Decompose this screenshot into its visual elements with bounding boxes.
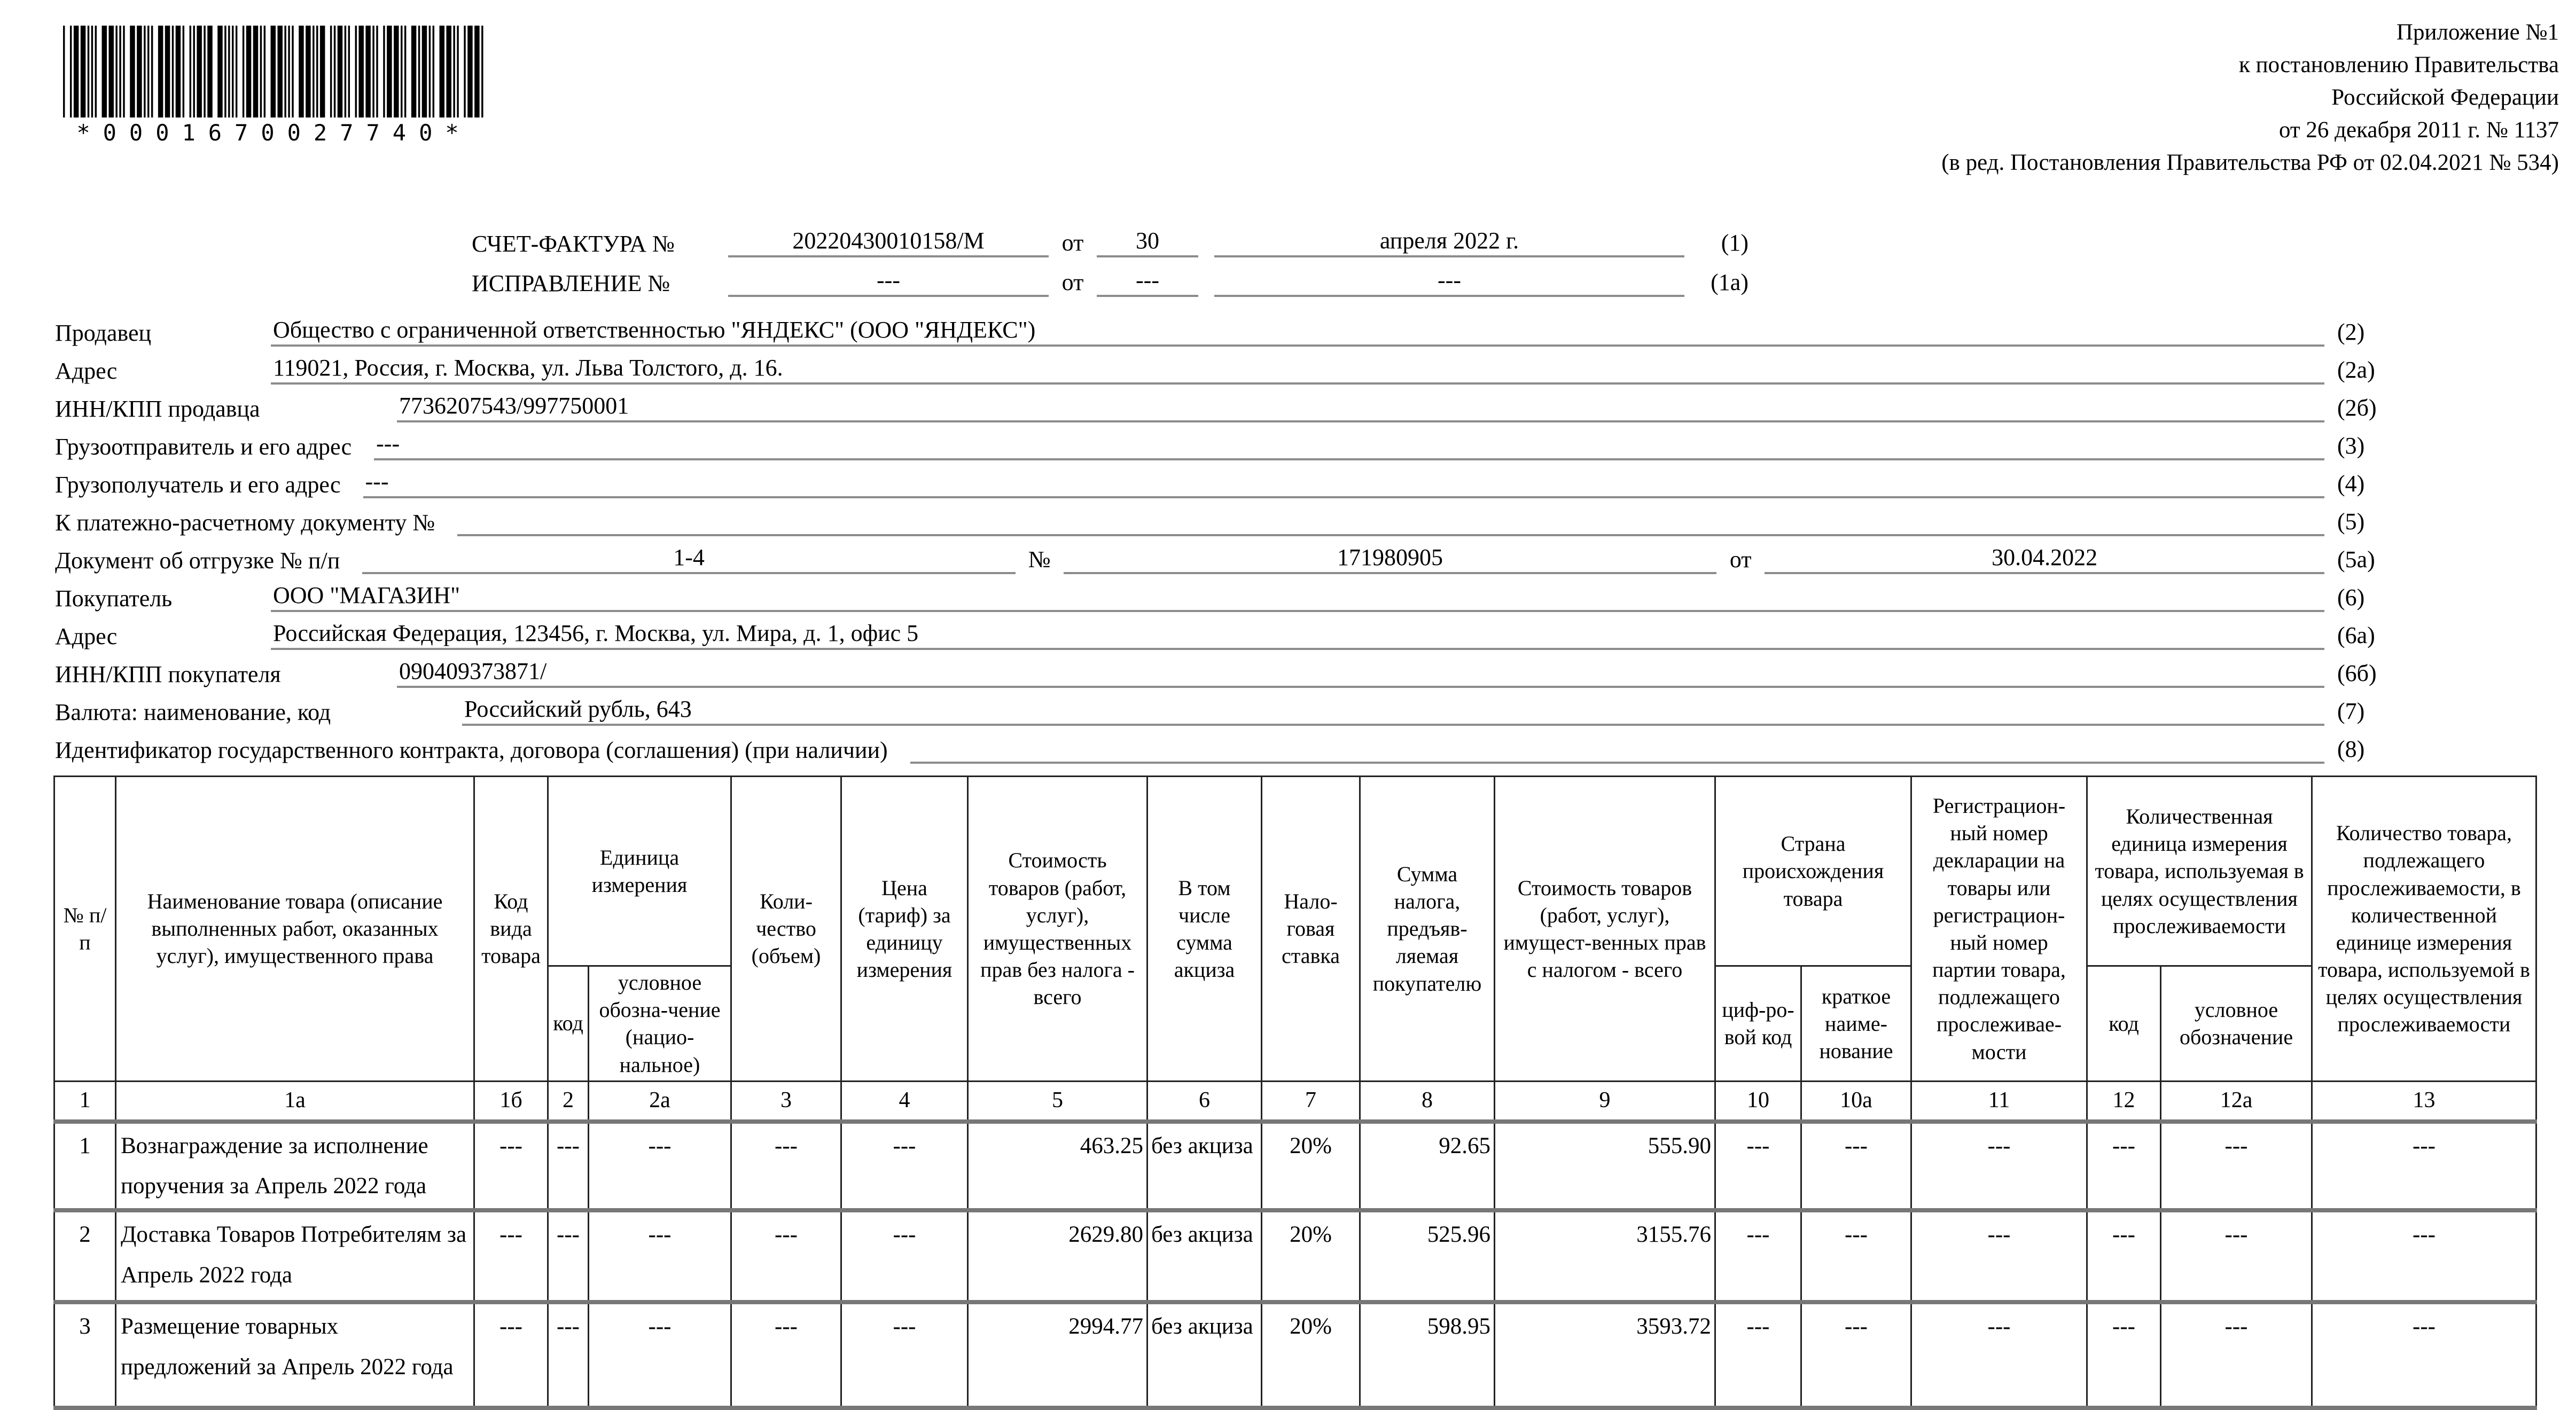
field-label: ИНН/КПП продавца [55, 396, 260, 422]
item-quantity: --- [731, 1122, 841, 1211]
item-kind-code: --- [474, 1210, 548, 1302]
field-label: Валюта: наименование, код [55, 699, 331, 725]
item-unit-symbol: --- [589, 1122, 731, 1211]
col-number: 9 [1495, 1081, 1715, 1122]
item-reg-number: --- [1911, 1210, 2087, 1302]
field-label: Идентификатор государственного контракта, договора (соглашения) (при наличии) [55, 737, 888, 763]
shipment-number-value: 171980905 [1064, 544, 1716, 574]
shipment-npp-value: 1-4 [362, 544, 1015, 574]
item-tax-rate: 20% [1262, 1122, 1360, 1211]
item-excise: без акциза [1148, 1122, 1262, 1211]
col-number: 1б [474, 1081, 548, 1122]
header-row-groups [54, 777, 2536, 966]
seller-inn-value: 7736207543/997750001 [397, 392, 2324, 422]
item-name: Доставка Товаров Потребителям за Апрель 2022 года [116, 1210, 474, 1302]
appendix-line: Приложение №1 [2396, 20, 2559, 45]
line-code: (4) [2337, 471, 2365, 497]
item-cost-without-tax: 2629.80 [968, 1210, 1148, 1302]
item-trace-quantity: --- [2312, 1210, 2536, 1302]
col-header-reg-number: Регистрацион-ный номер декларации на товары или регистрацион-ный номер партии товара, подлежащего прослеживае-мости [1911, 777, 2087, 1082]
invoice-date-value: апреля 2022 г. [1214, 227, 1684, 257]
seller-inn-line [55, 385, 2406, 422]
field-label: Адрес [55, 358, 118, 384]
seller-address-value: 119021, Россия, г. Москва, ул. Льва Толстого, д. 16. [271, 354, 2324, 385]
currency-value: Российский рубль, 643 [462, 695, 2324, 726]
col-number: 11 [1911, 1081, 2087, 1122]
item-trace-unit-symbol: --- [2161, 1122, 2312, 1211]
item-country-code: --- [1715, 1210, 1801, 1302]
item-unit-symbol: --- [589, 1302, 731, 1408]
item-unit-code: --- [548, 1210, 589, 1302]
consignee-line [55, 460, 2406, 498]
col-header-trace-unit-group: Количественная единица измерения товара, используемая в целях осуществления прослеживаемости [2087, 777, 2312, 966]
field-label: Покупатель [55, 585, 173, 612]
item-number: 1 [54, 1122, 116, 1211]
item-tax-amount: 92.65 [1360, 1122, 1495, 1211]
from-word: от [1729, 546, 1752, 573]
currency-line [55, 688, 2406, 726]
item-name: Вознаграждение за исполнение поручения за Апрель 2022 года [116, 1122, 474, 1211]
field-label: Грузоотправитель и его адрес [55, 434, 352, 460]
consignor-line [55, 422, 2406, 460]
col-number: 3 [731, 1081, 841, 1122]
col-header-cost-with-tax: Стоимость товаров (работ, услуг), имущест-венных прав с налогом - всего [1495, 777, 1715, 1082]
item-trace-unit-symbol: --- [2161, 1210, 2312, 1302]
correction-title: ИСПРАВЛЕНИЕ № [472, 270, 670, 296]
seller-address-line [55, 347, 2406, 385]
col-header-country-name: краткое наиме-нование [1801, 966, 1911, 1082]
from-word: от [1061, 269, 1084, 295]
col-header-trace-quantity: Количество товара, подлежащего прослеживаемости, в количественной единице измерения товара, используемой в целях осуществления прослеживаемости [2312, 777, 2536, 1082]
state-contract-line [55, 726, 2406, 764]
items-table [53, 776, 2537, 1410]
seller-value: Общество с ограниченной ответственностью "ЯНДЕКС" (ООО "ЯНДЕКС") [271, 316, 2324, 347]
item-trace-unit-code: --- [2087, 1122, 2161, 1211]
buyer-value: ООО "МАГАЗИН" [271, 582, 2324, 612]
line-code: (6б) [2337, 660, 2377, 686]
item-tax-rate: 20% [1262, 1210, 1360, 1302]
line-code: (3) [2337, 433, 2365, 459]
col-header-price: Цена (тариф) за единицу измерения [841, 777, 968, 1082]
barcode-text: *0001670027740* [76, 120, 472, 146]
col-header-name: Наименование товара (описание выполненных работ, оказанных услуг), имущественного права [116, 777, 474, 1082]
barcode-bars-icon [63, 26, 485, 118]
item-excise: без акциза [1148, 1210, 1262, 1302]
item-quantity: --- [731, 1210, 841, 1302]
line-code: (5) [2337, 508, 2365, 535]
line-code: (6) [2337, 584, 2365, 610]
field-label: ИНН/КПП покупателя [55, 661, 281, 687]
appendix-line: к постановлению Правительства [2239, 52, 2559, 78]
consignor-value: --- [374, 430, 2324, 460]
col-number: 10 [1715, 1081, 1801, 1122]
buyer-inn-line [55, 650, 2406, 688]
correction-number-value: --- [728, 267, 1049, 297]
item-number: 3 [54, 1302, 116, 1408]
col-number: 6 [1148, 1081, 1262, 1122]
item-country-name: --- [1801, 1122, 1911, 1211]
correction-date-value: --- [1214, 267, 1684, 297]
item-trace-unit-code: --- [2087, 1210, 2161, 1302]
col-header-country-group: Страна происхождения товара [1715, 777, 1911, 966]
shipment-date-value: 30.04.2022 [1765, 544, 2324, 574]
item-trace-unit-code: --- [2087, 1302, 2161, 1408]
buyer-inn-value: 090409373871/ [397, 657, 2324, 688]
col-header-unit-code: код [548, 966, 589, 1082]
payment-document-line [55, 498, 2406, 536]
item-price: --- [841, 1210, 968, 1302]
field-label: К платежно-расчетному документу № [55, 510, 435, 536]
item-price: --- [841, 1122, 968, 1211]
item-cost-without-tax: 463.25 [968, 1122, 1148, 1211]
col-number: 4 [841, 1081, 968, 1122]
line-code: (8) [2337, 736, 2365, 762]
number-sign: № [1028, 546, 1051, 573]
item-country-code: --- [1715, 1122, 1801, 1211]
col-header-tax-rate: Нало-говая ставка [1262, 777, 1360, 1082]
col-number: 2а [589, 1081, 731, 1122]
item-trace-quantity: --- [2312, 1122, 2536, 1211]
col-number: 1 [54, 1081, 116, 1122]
col-number: 12а [2161, 1081, 2312, 1122]
item-number: 2 [54, 1210, 116, 1302]
col-header-unit-symbol: условное обозна-чение (нацио-нальное) [589, 966, 731, 1082]
field-label: Грузополучатель и его адрес [55, 472, 341, 498]
item-unit-code: --- [548, 1122, 589, 1211]
line-code: (7) [2337, 698, 2365, 724]
col-header-kind-code: Код вида товара [474, 777, 548, 1082]
col-number: 12 [2087, 1081, 2161, 1122]
col-header-npp: № п/п [54, 777, 116, 1082]
appendix-line: Российской Федерации [2331, 85, 2559, 111]
col-number: 1а [116, 1081, 474, 1122]
from-word: от [1061, 230, 1084, 256]
item-cost-without-tax: 2994.77 [968, 1302, 1148, 1408]
col-header-unit-group: Единица измерения [548, 777, 731, 966]
line-code: (1а) [1711, 269, 1748, 295]
col-number: 7 [1262, 1081, 1360, 1122]
item-kind-code: --- [474, 1302, 548, 1408]
field-label: Продавец [55, 320, 152, 346]
shipment-document-line [55, 536, 2406, 574]
item-kind-code: --- [474, 1122, 548, 1211]
state-contract-value [910, 761, 2324, 764]
line-code: (5а) [2337, 546, 2375, 573]
line-code: (2) [2337, 319, 2365, 345]
seller-line [55, 309, 2406, 347]
col-header-quantity: Коли-чество (объем) [731, 777, 841, 1082]
item-trace-unit-symbol: --- [2161, 1302, 2312, 1408]
correction-day-value: --- [1097, 267, 1198, 297]
buyer-line [55, 574, 2406, 612]
item-quantity: --- [731, 1302, 841, 1408]
field-label: Документ об отгрузке № п/п [55, 547, 340, 574]
invoice-number-row [472, 218, 1786, 257]
item-trace-quantity: --- [2312, 1302, 2536, 1408]
col-number: 10а [1801, 1081, 1911, 1122]
invoice-title: СЧЕТ-ФАКТУРА № [472, 231, 675, 257]
item-name: Размещение товарных предложений за Апрель 2022 года [116, 1302, 474, 1408]
buyer-address-value: Российская Федерация, 123456, г. Москва, ул. Мира, д. 1, офис 5 [271, 620, 2324, 650]
col-number: 8 [1360, 1081, 1495, 1122]
item-tax-amount: 598.95 [1360, 1302, 1495, 1408]
item-country-name: --- [1801, 1210, 1911, 1302]
item-country-name: --- [1801, 1302, 1911, 1408]
line-code: (1) [1721, 230, 1748, 256]
line-code: (2а) [2337, 357, 2375, 383]
col-header-trace-unit-code: код [2087, 966, 2161, 1082]
column-numbering-row [54, 1081, 2536, 1122]
item-unit-code: --- [548, 1302, 589, 1408]
invoice-number-value: 20220430010158/М [728, 227, 1049, 257]
appendix-line: от 26 декабря 2011 г. № 1137 [2278, 118, 2559, 143]
item-reg-number: --- [1911, 1302, 2087, 1408]
item-row [54, 1122, 2536, 1211]
payment-document-value [457, 533, 2324, 536]
item-tax-amount: 525.96 [1360, 1210, 1495, 1302]
item-excise: без акциза [1148, 1302, 1262, 1408]
items-table-wrap [53, 776, 2537, 1410]
appendix-line: (в ред. Постановления Правительства РФ от 02.04.2021 № 534) [1941, 150, 2559, 176]
col-number: 2 [548, 1081, 589, 1122]
col-header-tax-amount: Сумма налога, предъяв-ляемая покупателю [1360, 777, 1495, 1082]
line-code: (2б) [2337, 395, 2377, 421]
col-number: 5 [968, 1081, 1148, 1122]
item-row [54, 1302, 2536, 1408]
line-code: (6а) [2337, 622, 2375, 648]
col-header-excise: В том числе сумма акциза [1148, 777, 1262, 1082]
col-header-cost-without-tax: Стоимость товаров (работ, услуг), имущественных прав без налога - всего [968, 777, 1148, 1082]
buyer-address-line [55, 612, 2406, 650]
item-cost-with-tax: 3593.72 [1495, 1302, 1715, 1408]
col-header-trace-unit-symbol: условное обозначение [2161, 966, 2312, 1082]
item-price: --- [841, 1302, 968, 1408]
item-cost-with-tax: 555.90 [1495, 1122, 1715, 1211]
field-label: Адрес [55, 623, 118, 649]
correction-row [472, 257, 1786, 297]
col-number: 13 [2312, 1081, 2536, 1122]
invoice-day-value: 30 [1097, 227, 1198, 257]
item-unit-symbol: --- [589, 1210, 731, 1302]
item-country-code: --- [1715, 1302, 1801, 1408]
col-header-country-code: циф-ро-вой код [1715, 966, 1801, 1082]
item-tax-rate: 20% [1262, 1302, 1360, 1408]
consignee-value: --- [363, 468, 2324, 498]
appendix-note [1941, 16, 2559, 179]
requisites-block [55, 309, 2406, 764]
item-cost-with-tax: 3155.76 [1495, 1210, 1715, 1302]
invoice-title-block [472, 218, 1786, 297]
barcode [63, 26, 485, 146]
item-reg-number: --- [1911, 1122, 2087, 1211]
item-row [54, 1210, 2536, 1302]
